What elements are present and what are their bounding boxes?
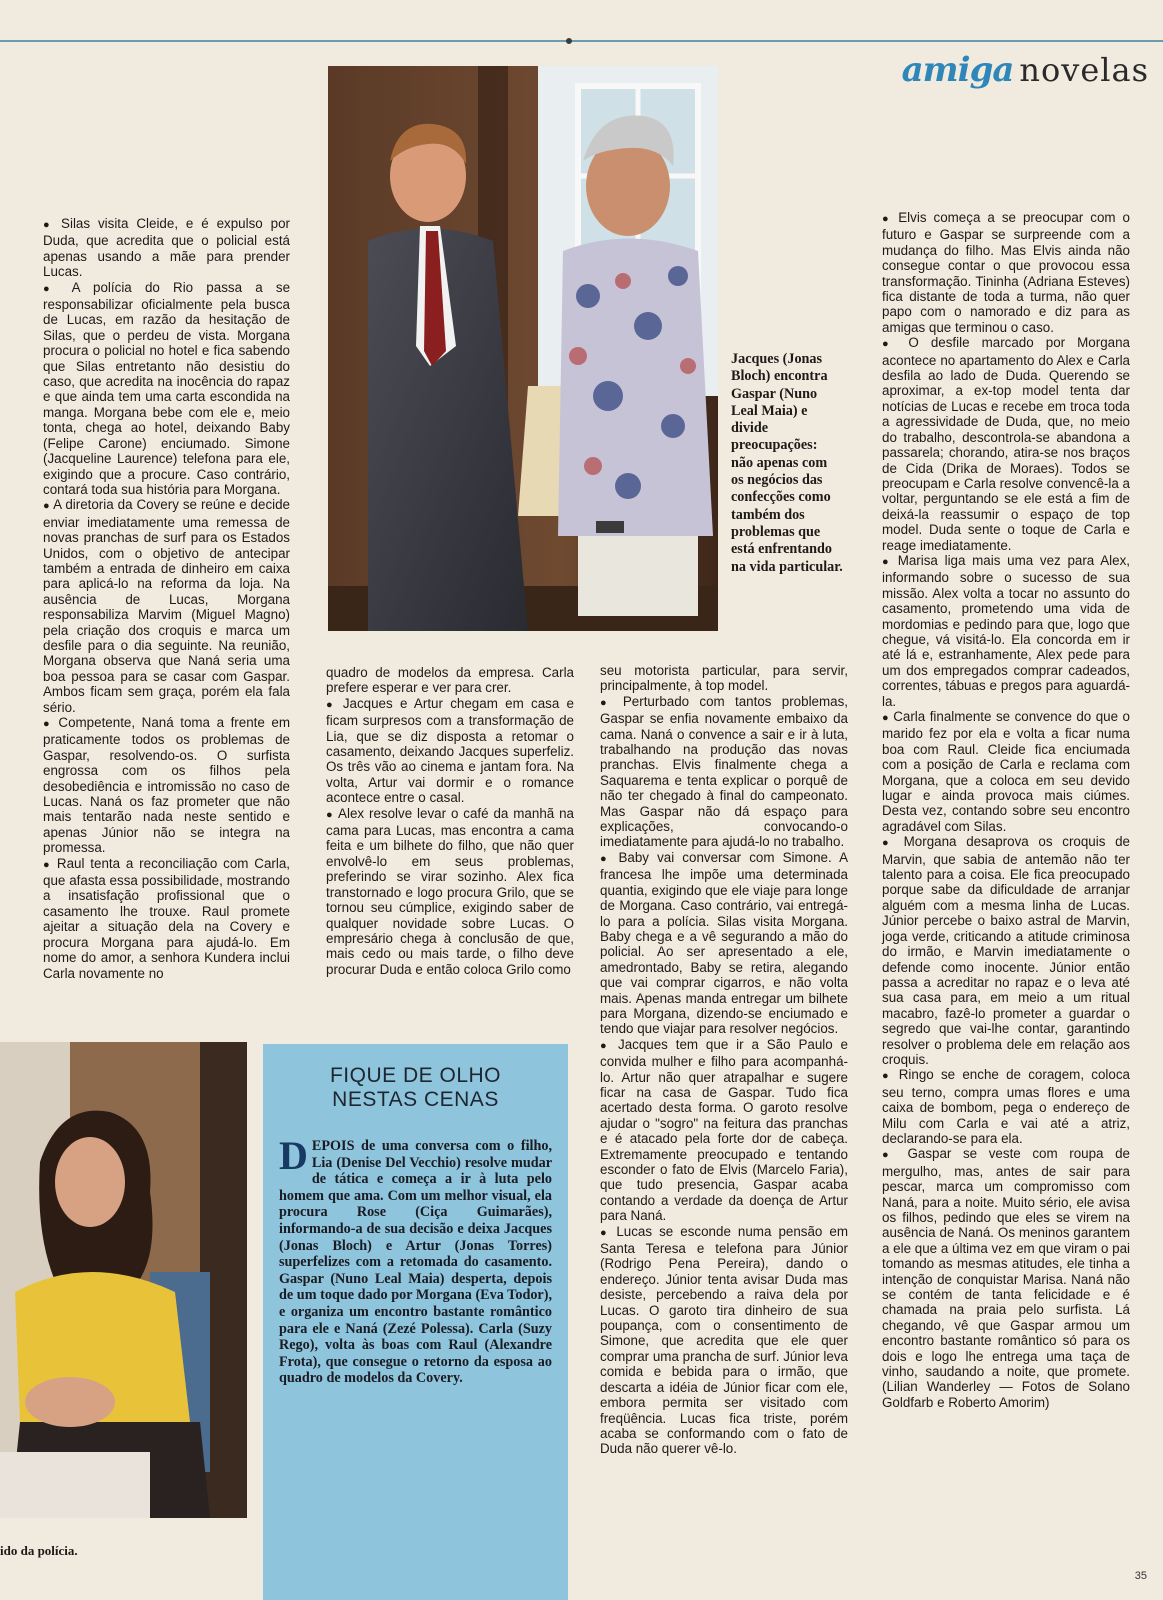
masthead-novelas: novelas (1019, 51, 1149, 89)
paragraph: ● Competente, Naná toma a frente em praticamente todos os problemas de Gaspar, resolvendo-os. O surfista engrossa com os filhos pela desobediência e intromissão no caso de Lucas. Naná os faz prometer que não mais tentarão nada neste sentido e apenas Júnior não se integra na promessa. (43, 715, 290, 856)
highlights-box (263, 1044, 568, 1600)
bottom-photo-caption: ido da polícia. (0, 1543, 78, 1558)
paragraph: seu motorista particular, para servir, principalmente, à top model. (600, 663, 848, 694)
paragraph: ● Silas visita Cleide, e é expulso por Duda, que acredita que o policial está apenas usando a mãe para prender Lucas. (43, 216, 290, 280)
highlights-text: EPOIS de uma conversa com o filho, Lia (Denise Del Vecchio) resolve mudar de tática e começa a ir à luta pelo homem que ama. Com um melhor visual, ela procura Rose (Ciça Guimarães), informando-a de sua decisão e deixa Jacques (Jonas Bloch) e Artur (Jonas Torres) superfelizes com a retomada do casamento. Gaspar (Nuno Leal Maia) desperta, depois de um toque dado por Morgana (Eva Todor), e organiza um encontro bastante romântico para ele e Naná (Zezé Polessa). Carla (Suzy Rego), volta às boas com Raul (Alexandre Frota), que consegue o retorno da esposa ao quadro de modelos da Covery. (279, 1138, 552, 1387)
highlights-body (279, 1133, 552, 1387)
photo-lia-image (0, 1042, 247, 1518)
photo-caption: Jacques (Jonas Bloch) encontra Gaspar (Nuno Leal Maia) e divide preocupações: não apenas com os negócios das confecções como também dos problemas que está enfrentando na vida particular. (731, 351, 843, 575)
masthead (902, 50, 1149, 88)
drop-cap: D (279, 1133, 308, 1178)
paragraph: ● Morgana desaprova os croquis de Marvin, que sabia de antemão não ter talento para a coisa. Ele fica preocupado porque sabe da dificuldade de arranjar alguém com a mesma linha de Lucas. Júnior percebe o baixo astral de Marvin, joga verde, criticando a atitude criminosa do irmão, e Marvin imediatamente o defende como inocente. Júnior então passa a acreditar no rapaz e o leva até sua casa para, em meio a um ritual macabro, fazê-lo prometer a guardar o segredo que vai-lhe contar, garantindo resolver o problema dele em relação aos croquis. (882, 834, 1130, 1067)
paragraph: ● Elvis começa a se preocupar com o futuro e Gaspar se surpreende com a mudança do filho. Mas Elvis ainda não consegue contar o que provocou essa transformação. Tininha (Adriana Esteves) fica distante de toda a turma, não quer papo com o namorado e diz para as amigas que terminou o caso. (882, 210, 1130, 335)
paragraph: ● A polícia do Rio passa a se responsabilizar oficialmente pela busca de Lucas, em razão da hesitação de Silas, que o perdeu de vista. Morgana procura o policial no hotel e fica sabendo que Silas entretanto não desistiu do caso, que acredita na inocência do rapaz e que ainda tem uma carta escondida na manga. Morgana bebe com ele e, meio tonta, chega ao hotel, deixando Baby (Felipe Carone) enciumado. Simone (Jacqueline Laurence) telefona para ele, exigindo que a procure. Caso contrário, contará toda sua história para Morgana. (43, 280, 290, 498)
photo-lia (0, 1042, 247, 1518)
highlights-title-line1: FIQUE DE OLHO (329, 1064, 502, 1087)
paragraph: ● Ringo se enche de coragem, coloca seu terno, compra umas flores e uma caixa de bombom, pega o endereço de Milu com Carla e vai até a atriz, declarando-se para ela. (882, 1067, 1130, 1146)
fold-dot (566, 38, 572, 44)
paragraph: ● Gaspar se veste com roupa de mergulho, mas, antes de sair para pescar, marca um compromisso com Naná, para a noite. Muito sério, ele avisa os filhos, pedindo que eles se virem na ausência de Naná. Os meninos garantem a ele que a última vez em que viram o pai tomando as mesmas atitudes, ele tinha a intenção de conquistar Marisa. Naná não se contém de tanta felicidade e é chamada na praia pelo surfista. Lá chegando, vê que Gaspar armou um encontro bastante romântico só para os dois e logo lhe entrega uma taça de vinho, saudando a noite, que promete. (Lilian Wanderley — Fotos de Solano Goldfarb e Roberto Amorim) (882, 1146, 1130, 1410)
paragraph: ● Carla finalmente se convence do que o marido fez por ela e volta a ficar numa boa com Raul. Cleide fica enciumada com a posição de Carla e reclama com Morgana, que a coloca em seu devido lugar e ainda provoca mais ciúmes. Desta vez, contando sobre seu encontro agradável com Silas. (882, 709, 1130, 834)
photo-jacques-gaspar (328, 66, 718, 631)
paragraph: ● Perturbado com tantos problemas, Gaspar se enfia novamente embaixo da cama. Naná o convence a sair e ir à luta, trabalhando na produção das novas pranchas. Elvis finalmente chega a Saquarema e tenta explicar o porquê de não ter chegado à final do campeonato. Mas Gaspar não dá espaço para explicações, convocando-o imediatamente para ajudá-lo no trabalho. (600, 694, 848, 850)
top-rule (0, 40, 1163, 42)
paragraph: quadro de modelos da empresa. Carla prefere esperar e ver para crer. (326, 665, 574, 696)
masthead-amiga: amiga (901, 50, 1014, 90)
highlights-title-line2: NESTAS CENAS (332, 1088, 499, 1111)
paragraph: ● Raul tenta a reconciliação com Carla, que afasta essa possibilidade, mostrando a insatisfação profissional que o casamento lhe trouxe. Raul promete ajeitar a situação dela na Covery e procura Morgana para ajudá-lo. Em nome do amor, a senhora Kundera inclui Carla novamente no (43, 856, 290, 981)
article-column-4 (882, 210, 1130, 1410)
paragraph: ● Alex resolve levar o café da manhã na cama para Lucas, mas encontra a cama feita e um bilhete do filho, que não quer envolvê-lo em seus problemas, preferindo se virar sozinho. Alex fica transtornado e logo procura Grilo, que se tornou seu cúmplice, exigindo saber de qualquer novidade sobre Lucas. O empresário chega à conclusão de que, mais cedo ou mais tarde, o filho deve procurar Duda e então coloca Grilo como (326, 806, 574, 977)
article-column-1 (43, 216, 290, 981)
paragraph: ● O desfile marcado por Morgana acontece no apartamento do Alex e Carla desfila ao lado de Duda. Querendo se aproximar, a ex-top model tenta dar notícias de Lucas e recebe em troca toda a agressividade de Duda, que, no meio do trabalho, descontrola-se abandona a passarela; chorando, atira-se nos braços de Cida (Drika de Moraes). Todos se preocupam e Carla resolve convencê-la a voltar, perguntando se ele está a fim de deixá-la reassumir o espaço de top model. Duda sente o toque de Carla e reage imediatamente. (882, 335, 1130, 553)
paragraph: ● Baby vai conversar com Simone. A francesa lhe impõe uma determinada quantia, exigindo que ele viaje para longe de Morgana. Caso contrário, vai entregá-lo para a polícia. Silas visita Morgana. Baby chega e a vê segurando a mão do policial. Ao ser apresentado a ele, amedrontado, Baby se retira, alegando que vai comprar cigarros, e não volta mais. Apenas manda entregar um bilhete para Morgana, dizendo-se enciumado e tendo que viajar para resolver negócios. (600, 850, 848, 1037)
paragraph: ● Marisa liga mais uma vez para Alex, informando sobre o sucesso de sua missão. Alex volta a tocar no assunto do casamento, prometendo uma vida de mordomias e pedindo para que, logo que chegue, vá visitá-lo. Ela concorda em ir até lá e, estranhamente, Alex pede para um dos empregados comprar cadeados, correntes, tábuas e pregos para aguardá-la. (882, 553, 1130, 709)
page-number: 35 (1134, 1570, 1147, 1582)
article-column-2 (326, 665, 574, 977)
paragraph: ● Lucas se esconde numa pensão em Santa Teresa e telefona para Júnior (Rodrigo Pena Pereira), dando o endereço. Júnior tenta avisar Duda mas desiste, percebendo a raiva dela por Lucas. O garoto tira dinheiro de sua poupança, com o consentimento de Simone, que acredita que ele quer comprar uma prancha de surf. Júnior leva comida e bebida para o irmão, que descarta a idéia de Júnior ficar com ele, embora permita ser visitado com freqüência. Lucas fica triste, porém acaba se conformando com o fato de Duda não querer vê-lo. (600, 1224, 848, 1457)
highlights-title (263, 1064, 568, 1112)
paragraph: ● A diretoria da Covery se reúne e decide enviar imediatamente uma remessa de novas pranchas de surf para os Estados Unidos, com o objetivo de antecipar também a entrada de dinheiro em caixa para aplicá-lo na reforma da loja. Na ausência de Lucas, Morgana responsabiliza Marvim (Miguel Magno) pela criação dos croquis e marca um desfile para o dia seguinte. Na reunião, Morgana observa que Naná seria uma boa pessoa para se casar com Gaspar. Ambos ficam sem graça, porém ela fala sério. (43, 497, 290, 715)
article-column-3 (600, 663, 848, 1457)
photo-jacques-gaspar-image (328, 66, 718, 631)
paragraph: ● Jacques e Artur chegam em casa e ficam surpresos com a transformação de Lia, que se diz disposta a retomar o casamento, deixando Jacques superfeliz. Os três vão ao cinema e jantam fora. Na volta, Artur vai dormir e o romance acontece entre o casal. (326, 696, 574, 806)
paragraph: ● Jacques tem que ir a São Paulo e convida mulher e filho para acompanhá-lo. Artur não quer atrapalhar e sugere ficar na casa de Gaspar. Tudo fica acertado desta forma. O garoto resolve ajudar o "sogro" na feitura das pranchas e é atacado pela forte dor de cabeça. Extremamente preocupado e tentando esconder o fato de Elvis (Marcelo Faria), que tudo presencia, Gaspar acaba contando a verdade da doença de Artur para Naná. (600, 1037, 848, 1224)
